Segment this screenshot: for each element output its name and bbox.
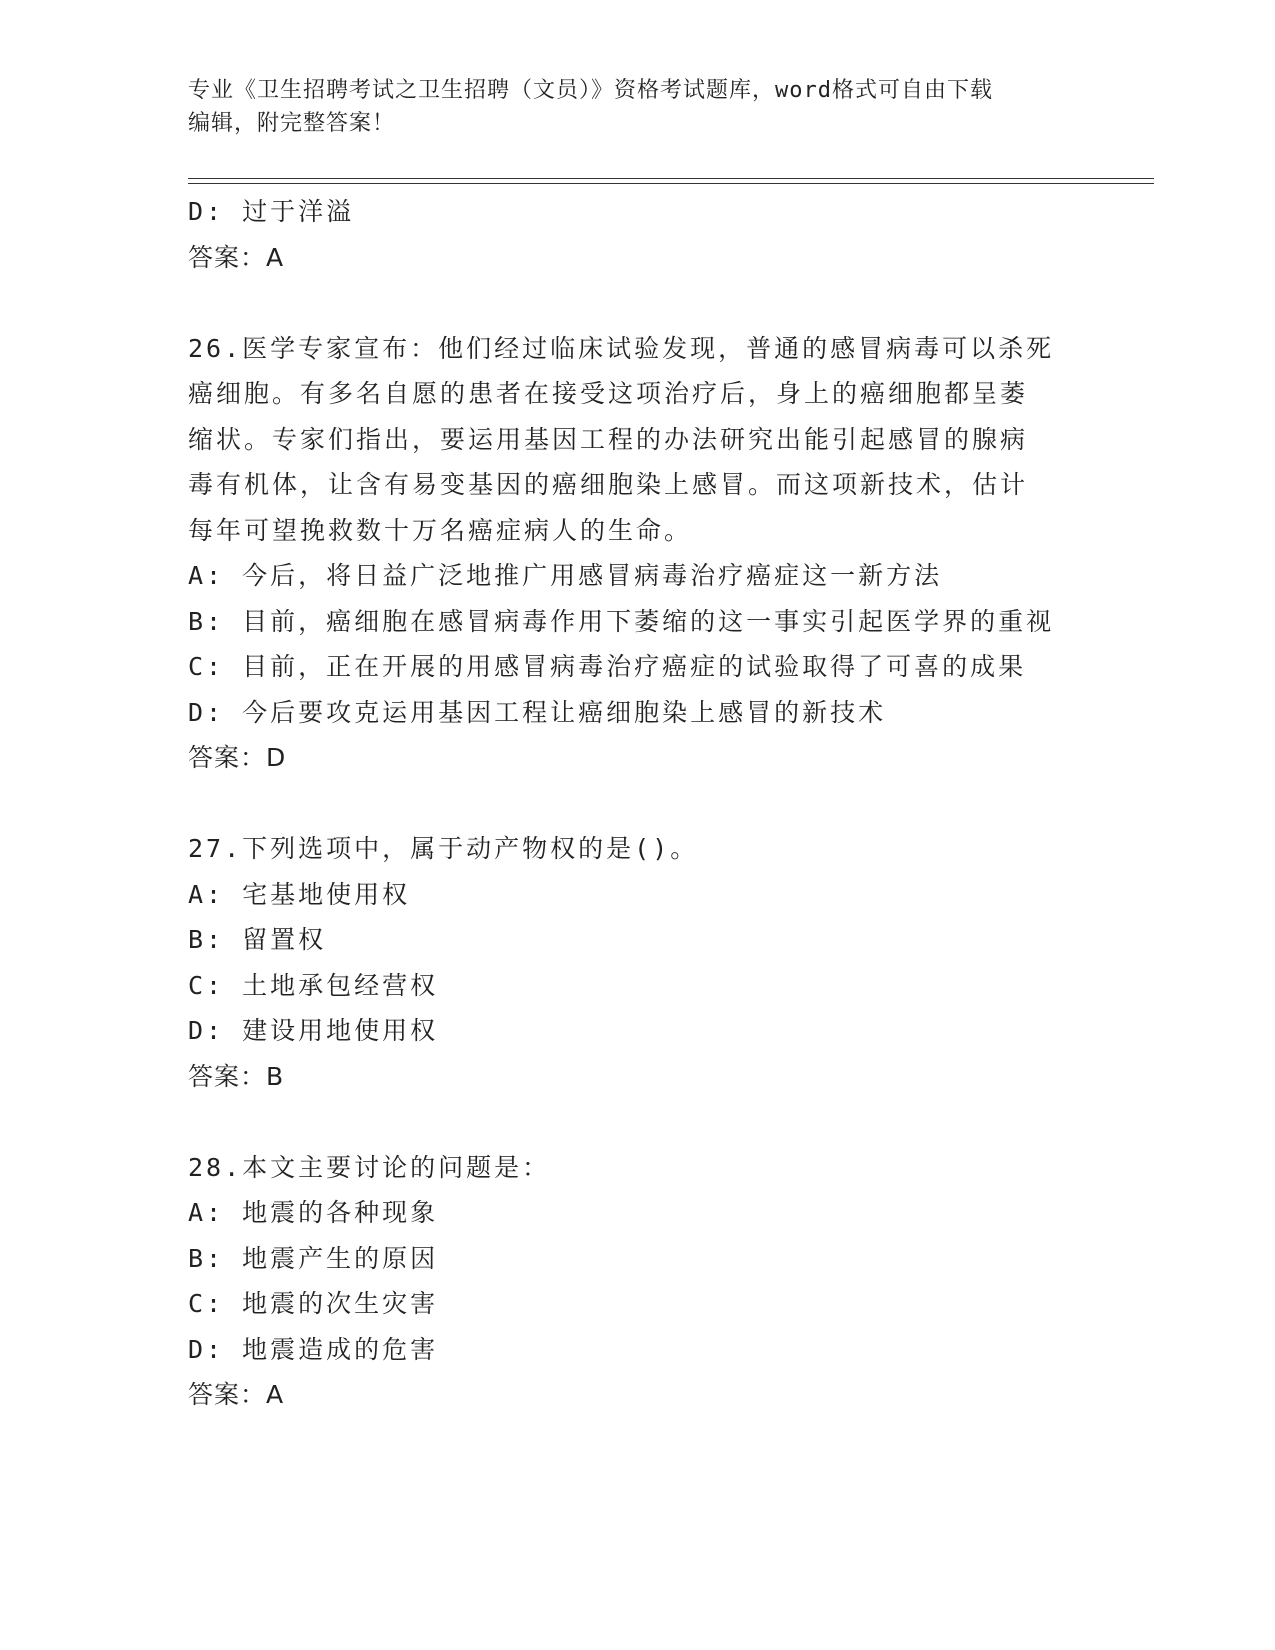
option-b: B: 地震产生的原因 xyxy=(188,1243,439,1273)
question-stem: 28.本文主要讨论的问题是： xyxy=(188,1152,551,1182)
answer-line: 答案：A xyxy=(188,242,285,272)
spacer xyxy=(188,781,1088,827)
spacer xyxy=(188,280,1088,326)
answer-line: 答案：B xyxy=(188,1061,285,1091)
question-stem-line: 每年可望挽救数十万名癌症病人的生命。 xyxy=(188,515,693,545)
option-c: C: 土地承包经营权 xyxy=(188,970,439,1000)
question-stem-line: 毒有机体，让含有易变基因的癌细胞染上感冒。而这项新技术，估计 xyxy=(188,470,1029,499)
answer-line: 答案：A xyxy=(188,1380,285,1409)
option-b: B: 目前，癌细胞在感冒病毒作用下萎缩的这一事实引起医学界的重视 xyxy=(188,606,1055,636)
question-27 xyxy=(188,826,1088,1099)
question-stem: 27.下列选项中，属于动产物权的是()。 xyxy=(188,834,699,863)
option-d: D: 地震造成的危害 xyxy=(188,1334,439,1364)
document-body xyxy=(188,189,1088,1418)
question-stem-line: 26.医学专家宣布：他们经过临床试验发现，普通的感冒病毒可以杀死 xyxy=(188,333,1055,363)
header-line-2: 编辑，附完整答案！ xyxy=(188,111,396,136)
question-26 xyxy=(188,326,1088,781)
header-rule-top xyxy=(188,178,1154,179)
question-28 xyxy=(188,1145,1088,1418)
document-header xyxy=(188,74,1088,140)
header-rule-bottom xyxy=(188,183,1154,184)
option-d: D: 过于洋溢 xyxy=(188,197,355,226)
question-stem-line: 缩状。专家们指出，要运用基因工程的办法研究出能引起感冒的腺病 xyxy=(188,424,1029,454)
option-c: C: 地震的次生灾害 xyxy=(188,1289,439,1318)
answer-line: 答案：D xyxy=(188,743,287,772)
option-d: D: 今后要攻克运用基因工程让癌细胞染上感冒的新技术 xyxy=(188,697,887,727)
option-c: C: 目前，正在开展的用感冒病毒治疗癌症的试验取得了可喜的成果 xyxy=(188,652,1027,681)
option-a: A: 今后，将日益广泛地推广用感冒病毒治疗癌症这一新方法 xyxy=(188,561,943,590)
option-a: A: 宅基地使用权 xyxy=(188,879,411,909)
option-b: B: 留置权 xyxy=(188,925,327,954)
option-d: D: 建设用地使用权 xyxy=(188,1016,439,1045)
spacer xyxy=(188,1099,1088,1145)
option-a: A: 地震的各种现象 xyxy=(188,1198,439,1227)
header-line-1: 专业《卫生招聘考试之卫生招聘（文员）》资格考试题库，word格式可自由下载 xyxy=(188,78,993,103)
question-stem-line: 癌细胞。有多名自愿的患者在接受这项治疗后，身上的癌细胞都呈萎 xyxy=(188,379,1029,408)
